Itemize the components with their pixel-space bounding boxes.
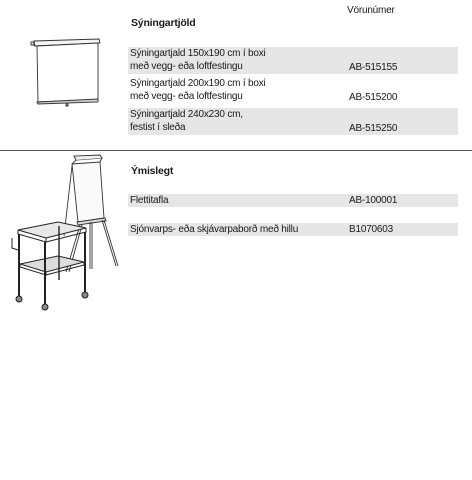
list-item — [128, 47, 458, 74]
item-number: AB-515155 — [349, 62, 398, 73]
item-description: Flettitafla — [130, 195, 169, 206]
item-description: Sjónvarps- eða skjávarpaborð með hillu — [130, 224, 299, 235]
section-divider — [0, 150, 472, 151]
item-number: AB-100001 — [349, 195, 398, 206]
list-item — [128, 108, 458, 135]
column-header-product-number: Vörunúmer — [347, 5, 395, 16]
list-item — [128, 194, 458, 207]
item-description: Sýningartjald 200x190 cm í boxi með vegg- eða loftfestingu — [130, 78, 266, 102]
av-cart-icon — [8, 218, 88, 313]
section-title-misc: Ýmislegt — [131, 165, 174, 177]
list-item — [128, 223, 458, 236]
list-item — [128, 77, 458, 104]
projection-screen-icon — [28, 36, 103, 106]
item-number: AB-515250 — [349, 123, 398, 134]
item-number: AB-515200 — [349, 92, 398, 103]
item-number: B1070603 — [349, 224, 394, 235]
section-title-screens: Sýningartjöld — [131, 17, 196, 29]
item-description: Sýningartjald 240x230 cm, festist í sleða — [130, 109, 243, 133]
item-description: Sýningartjald 150x190 cm í boxi með vegg- eða loftfestingu — [130, 48, 266, 72]
